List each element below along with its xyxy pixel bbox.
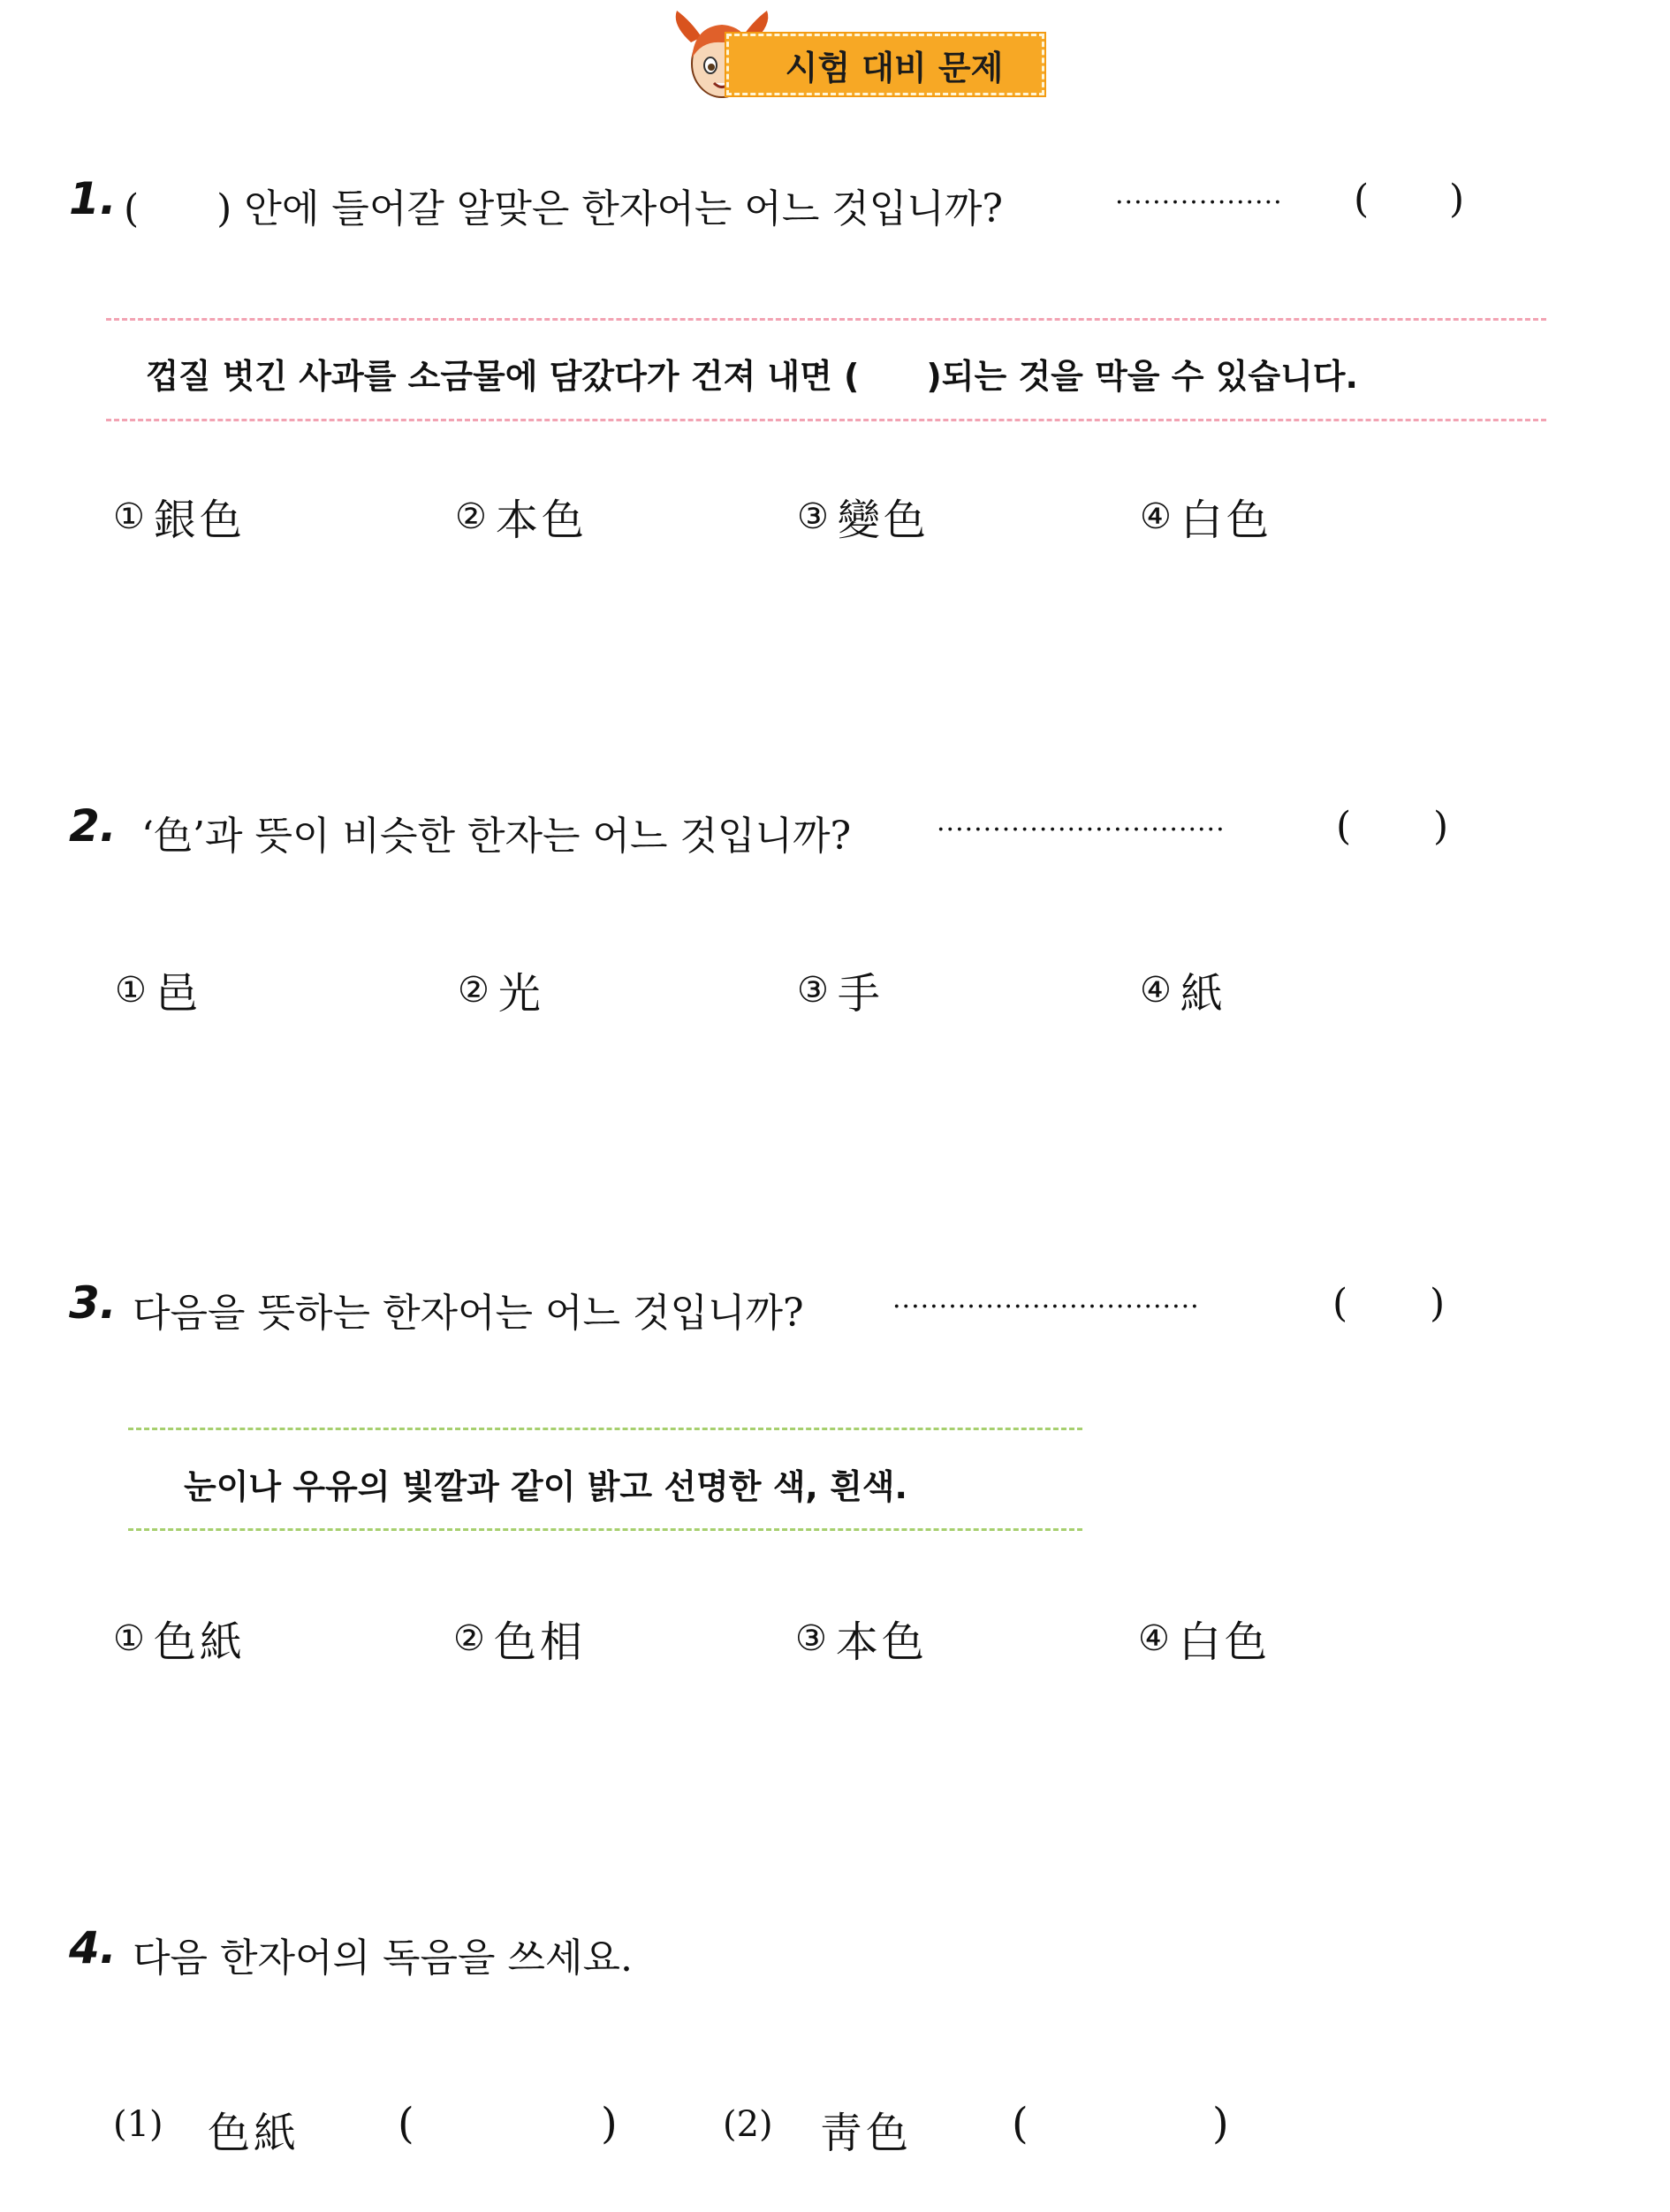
question-1-answer-open: ( (1354, 177, 1370, 222)
question-3-dots: ································· (892, 1292, 1200, 1322)
question-3-number: 3. (69, 1277, 117, 1329)
question-1-box-text: 껍질 벗긴 사과를 소금물에 담갔다가 건져 내면 ( )되는 것을 막을 수 있습니다. (146, 357, 1358, 396)
option-mark: ③ (797, 969, 829, 1011)
option-text: 色相 (493, 1617, 586, 1667)
option-text: 本色 (835, 1617, 928, 1667)
question-1-option-4[interactable] (1140, 486, 1272, 547)
question-4-item-2-answer-field[interactable] (1034, 2102, 1206, 2152)
question-1-box-bottom-border (106, 419, 1546, 421)
question-2-option-4[interactable] (1140, 959, 1226, 1020)
question-2-answer-close: ) (1433, 804, 1449, 849)
option-mark: ② (458, 969, 490, 1011)
option-text: 手 (837, 969, 884, 1019)
question-2-answer-open: ( (1336, 804, 1352, 849)
option-mark: ④ (1140, 969, 1172, 1011)
question-2-option-2[interactable] (458, 959, 544, 1020)
question-4-item-2-close: ) (1212, 2099, 1229, 2148)
option-mark: ① (113, 496, 145, 537)
question-4-item-1-open: ( (398, 2099, 414, 2148)
question-4-item-2-open: ( (1012, 2099, 1029, 2148)
question-3-text: 다음을 뜻하는 한자어는 어느 것입니까? (133, 1291, 804, 1336)
option-text: 白色 (1178, 1617, 1271, 1667)
option-text: 白色 (1180, 496, 1272, 545)
question-1-option-2[interactable] (455, 486, 588, 547)
option-mark: ③ (795, 1617, 827, 1659)
question-3-option-2[interactable] (453, 1608, 586, 1669)
question-3-option-3[interactable] (795, 1608, 928, 1669)
option-mark: ② (453, 1617, 485, 1659)
question-3-answer-close: ) (1430, 1281, 1446, 1326)
question-3-box-top-border (128, 1428, 1082, 1430)
question-2-text: ‘色’과 뜻이 비슷한 한자는 어느 것입니까? (141, 814, 852, 859)
section-title: 시험 대비 문제 (785, 48, 1004, 87)
question-4-item-1-answer-field[interactable] (420, 2102, 592, 2152)
question-1-text: ( ) 안에 들어갈 알맞은 한자어는 어느 것입니까? (124, 186, 1003, 231)
option-text: 邑 (155, 969, 201, 1019)
question-3-answer-open: ( (1332, 1281, 1348, 1326)
question-3-option-4[interactable] (1138, 1608, 1271, 1669)
question-4-text: 다음 한자어의 독음을 쓰세요. (133, 1936, 633, 1981)
option-mark: ④ (1140, 496, 1172, 537)
question-3-option-1[interactable] (113, 1608, 246, 1669)
question-4-item-2-text: 靑色 (820, 2109, 913, 2158)
question-1-number: 1. (69, 173, 117, 224)
question-4-item-1-close: ) (601, 2099, 618, 2148)
question-4-item-2-label: (2) (723, 2104, 773, 2145)
question-4-item-1-text: 色紙 (208, 2109, 300, 2158)
question-2-dots: ······························· (937, 814, 1226, 845)
option-text: 紙 (1180, 969, 1226, 1019)
question-1-option-3[interactable] (797, 486, 930, 547)
section-title-badge (726, 34, 1044, 95)
option-text: 變色 (837, 496, 930, 545)
question-2-number: 2. (69, 800, 117, 852)
question-3-box-text: 눈이나 우유의 빛깔과 같이 밝고 선명한 색, 흰색. (184, 1467, 907, 1506)
question-1-box-top-border (106, 318, 1546, 321)
option-mark: ① (113, 1617, 145, 1659)
option-text: 光 (497, 969, 544, 1019)
question-2-option-3[interactable] (797, 959, 884, 1020)
option-mark: ② (455, 496, 487, 537)
option-mark: ④ (1138, 1617, 1170, 1659)
question-1-option-1[interactable] (113, 486, 246, 547)
question-2-option-1[interactable] (115, 959, 201, 1020)
option-mark: ① (115, 969, 147, 1011)
option-text: 銀色 (153, 496, 246, 545)
question-4-item-1-label: (1) (113, 2104, 163, 2145)
question-1-answer-close: ) (1449, 177, 1465, 222)
question-1-dots: ·················· (1115, 187, 1283, 218)
option-text: 本色 (495, 496, 588, 545)
question-4-number: 4. (69, 1922, 117, 1973)
question-3-box-bottom-border (128, 1528, 1082, 1531)
option-mark: ③ (797, 496, 829, 537)
option-text: 色紙 (153, 1617, 246, 1667)
